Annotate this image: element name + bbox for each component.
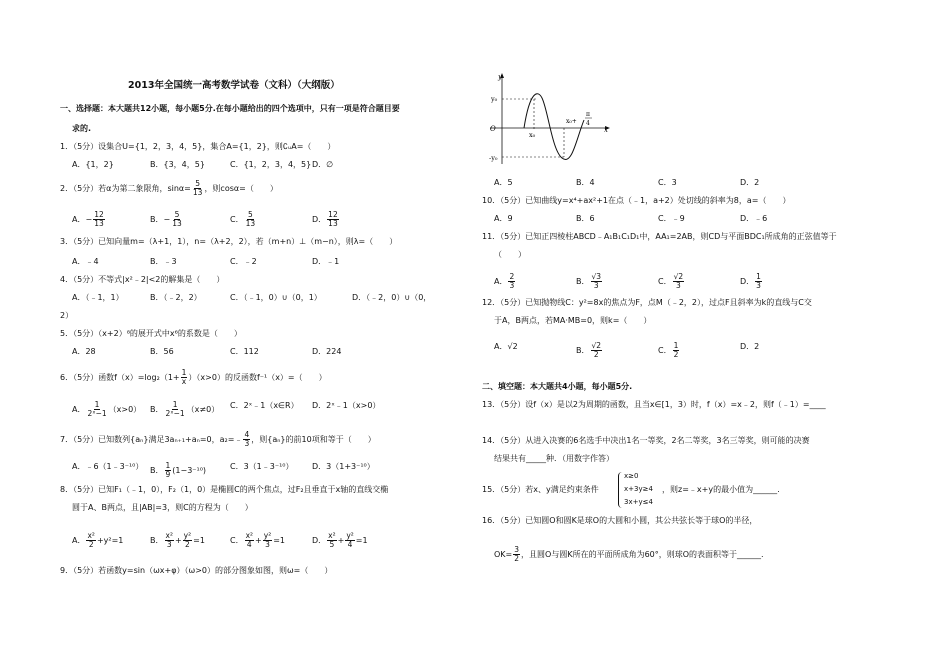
- q9-option-c: C．3: [658, 178, 677, 187]
- q8-d-n2: y²: [346, 531, 354, 540]
- q6-a-den: 2ˣ−1: [87, 409, 107, 418]
- q12-option-b: [576, 342, 603, 359]
- q6-option-a: [72, 401, 141, 418]
- q7-den: 3: [244, 439, 250, 448]
- q3-option-a: A．﹣4: [72, 257, 99, 266]
- q8-a-fraction: [86, 532, 95, 549]
- q6-den: x: [181, 377, 187, 386]
- q12-b-label: B．: [576, 346, 590, 355]
- graph-y0-label: y₀: [491, 95, 498, 103]
- q8-a-post: +y²=1: [96, 536, 124, 545]
- q6-b-cond: （x≠0）: [186, 405, 220, 414]
- q8-c-d2: 3: [265, 540, 270, 549]
- q11-option-d: [740, 273, 763, 290]
- q8-c-frac1: [245, 532, 254, 549]
- section1-heading-cont: 求的.: [72, 124, 92, 133]
- q12-c-num: 1: [673, 341, 679, 350]
- q12-c-den: 2: [673, 350, 679, 359]
- q2-option-a: [72, 211, 106, 228]
- q2-a-den: 13: [94, 219, 104, 228]
- q15-constraint-3: 3x+y≤4: [624, 498, 653, 506]
- q2-a-label: A．: [72, 215, 86, 224]
- q2-fraction: [192, 180, 204, 197]
- q4-option-d-cont: 2）: [60, 311, 74, 320]
- q1-option-b: B．{3，4，5}: [150, 160, 205, 169]
- q9-option-a: A．5: [494, 178, 513, 187]
- q2-b-num: 5: [174, 210, 180, 219]
- q3-option-b: B．﹣3: [150, 257, 177, 266]
- q6-a-num: 1: [94, 400, 100, 409]
- q8-option-c: C． $\frac{\text{x²}}{4}$ + $\frac{\text{y²}}{3}$ =1: [230, 531, 285, 549]
- q8-c-eq: =1: [273, 536, 285, 545]
- q7-num: 4: [244, 430, 250, 439]
- q2-d-den: 13: [328, 219, 338, 228]
- q11-c-label: C．: [658, 277, 672, 286]
- q16-den: 2: [514, 554, 520, 563]
- q6-b-den: 2ˣ−1: [165, 409, 185, 418]
- q11-a-num: 2: [509, 272, 515, 281]
- q7-b-num: 1: [165, 461, 171, 470]
- q8-b-eq: =1: [193, 536, 205, 545]
- q5-stem: 5．（5分）（x+2）⁸的展开式中x⁶的系数是（ ）: [60, 329, 242, 338]
- q6-b-fraction: [165, 401, 186, 418]
- q5-option-c: C．112: [230, 347, 259, 356]
- q12-b-den: 2: [593, 350, 599, 359]
- q9-sine-graph: [486, 70, 616, 170]
- q8-a-num: x²: [87, 531, 95, 540]
- q10-option-d: D．﹣6: [740, 214, 768, 223]
- graph-four-label: 4: [586, 120, 590, 127]
- q8-option-d: D． $\frac{\text{x²}}{5}$ + $\frac{\text{y²}}{4}$ =1: [312, 531, 368, 549]
- q7-fraction: [243, 431, 250, 448]
- q8-b-frac2: [183, 532, 192, 549]
- q13-stem: 13．（5分）设f（x）是以2为周期的函数，且当x∈[1，3）时，f（x）=x﹣2，则f（﹣1）=____: [482, 400, 826, 409]
- graph-origin-label: O: [490, 125, 496, 133]
- q7-option-c: C．3（1﹣3⁻¹⁰）: [230, 462, 294, 471]
- q11-c-num: √2: [673, 272, 684, 281]
- q7-option-a: A．﹣6（1﹣3⁻¹⁰）: [72, 462, 144, 471]
- q8-b-n2: y²: [183, 531, 192, 540]
- q6-num: 1: [181, 368, 187, 377]
- q11-b-label: B．: [576, 277, 590, 286]
- q6-fraction: [181, 369, 188, 386]
- q12-c-fraction: [673, 342, 680, 359]
- q2-option-c: [230, 211, 257, 228]
- q16-num: 3: [514, 545, 520, 554]
- q11-d-fraction: [755, 273, 762, 290]
- q8-option-a: [72, 532, 123, 549]
- q6-b-label: B．: [150, 405, 164, 414]
- q11-b-fraction: [591, 273, 603, 290]
- q8-stem-cont: 圆于A、B两点，且|AB|=3，则C的方程为（ ）: [72, 503, 253, 512]
- q8-b-label: B．: [150, 536, 164, 545]
- q8-c-d1: 4: [246, 540, 252, 549]
- q12-b-fraction: [591, 342, 603, 359]
- q8-b-d1: 3: [166, 540, 172, 549]
- q11-option-b: [576, 273, 603, 290]
- q12-stem-cont: 于A，B两点，若MA·MB=0，则k=（ ）: [494, 316, 652, 325]
- q16-post: ，且圆O与圆K所在的平面所成角为60°，则球O的表面积等于______.: [521, 550, 764, 559]
- q2-c-den: 13: [245, 219, 256, 228]
- q15-brace: [618, 472, 623, 508]
- q1-stem: 1．（5分）设集合U={1，2，3，4，5}，集合A={1，2}，则∁ᵤA=（ ）: [60, 142, 336, 151]
- q8-c-n2: y²: [263, 531, 272, 540]
- q8-a-label: A．: [72, 536, 86, 545]
- q11-a-label: A．: [494, 277, 508, 286]
- q7-stem-post: ，则{aₙ}的前10项和等于（ ）: [251, 435, 376, 444]
- q2-d-fraction: [327, 211, 339, 228]
- q11-option-c: [658, 273, 685, 290]
- q10-option-a: A．9: [494, 214, 513, 223]
- q10-option-c: C．﹣9: [658, 214, 685, 223]
- q12-option-a: A．√2: [494, 342, 518, 351]
- q11-option-a: [494, 273, 516, 290]
- q8-b-frac1: [165, 532, 174, 549]
- q8-option-b: B． $\frac{\text{x²}}{3}$ + $\frac{\text{y²}}{2}$ =1: [150, 531, 205, 549]
- q8-d-label: D．: [312, 536, 327, 545]
- q11-d-num: 1: [756, 272, 761, 281]
- q6-a-fraction: [86, 401, 107, 418]
- q8-d-d1: 5: [329, 540, 335, 549]
- q4-option-a: A．（﹣1，1）: [72, 293, 124, 302]
- q1-option-c: C．{1，2，3，4，5}: [230, 160, 312, 169]
- q11-a-fraction: [508, 273, 515, 290]
- q11-d-label: D．: [740, 277, 755, 286]
- q11-stem-cont: （ ）: [494, 250, 526, 259]
- q3-stem: 3．（5分）已知向量m=（λ+1，1），n=（λ+2，2），若（m+n）⊥（m−n），则λ=（ ）: [60, 237, 398, 246]
- q8-c-label: C．: [230, 536, 244, 545]
- q2-num: 5: [195, 179, 201, 188]
- q14-stem-cont: 结果共有_____种．（用数字作答）: [494, 454, 614, 463]
- graph-y-label: y: [498, 73, 502, 81]
- q10-stem: 10．（5分）已知曲线y=x⁴+ax²+1在点（﹣1，a+2）处切线的斜率为8，a=（ ）: [482, 196, 791, 205]
- q2-a-fraction: [93, 211, 105, 228]
- q14-stem: 14．（5分）从进入决赛的6名选手中决出1名一等奖，2名二等奖，3名三等奖，则可能的决赛: [482, 436, 810, 445]
- q16-fraction: [513, 546, 520, 563]
- q12-option-c: [658, 342, 680, 359]
- page-title: 2013年全国统一高考数学试卷（文科）（大纲版）: [128, 80, 340, 91]
- q7-stem-pre: 7．（5分）已知数列{aₙ}满足3aₙ₊₁+aₙ=0，a₂=﹣: [60, 435, 243, 444]
- q7-option-b: [150, 462, 206, 479]
- q2-den: 13: [192, 188, 203, 197]
- q5-option-b: B．56: [150, 347, 174, 356]
- q8-a-den: 2: [88, 540, 94, 549]
- q12-b-num: √2: [591, 341, 602, 350]
- q2-a-sign: −: [85, 215, 93, 224]
- q8-d-eq: =1: [355, 536, 368, 545]
- q6-a-cond: （x>0）: [108, 405, 142, 414]
- q9-stem: 9．（5分）若函数y=sin（ωx+φ）（ω>0）的部分图象如图，则ω=（ ）: [60, 566, 333, 575]
- q8-c-frac2: [263, 532, 272, 549]
- section1-heading: 一、选择题：本大题共12小题，每小题5分.在每小题给出的四个选项中，只有一项是符合题目要: [60, 104, 400, 113]
- section2-heading: 二、填空题：本大题共4小题，每小题5分.: [482, 382, 633, 391]
- q10-option-b: B．6: [576, 214, 595, 223]
- q8-b-n1: x²: [165, 531, 173, 540]
- q11-b-den: 3: [593, 281, 599, 290]
- q6-option-c: C．2ˣ﹣1（x∈R）: [230, 401, 299, 410]
- q2-option-d: [312, 211, 340, 228]
- q8-c-n1: x²: [245, 531, 254, 540]
- q3-option-c: C．﹣2: [230, 257, 257, 266]
- graph-x0-label: x₀: [529, 131, 536, 139]
- q15-constraint-1: x≥0: [624, 472, 639, 480]
- q11-a-den: 3: [509, 281, 515, 290]
- q8-d-d2: 4: [347, 540, 353, 549]
- q8-b-d2: 2: [184, 540, 190, 549]
- q11-b-num: √3: [591, 272, 602, 281]
- q1-option-d: D．∅: [312, 160, 334, 169]
- q6-stem-pre: 6．（5分）函数f（x）=log₂（1+: [60, 373, 180, 382]
- q4-option-d: D．（﹣2，0）∪（0，: [352, 293, 432, 302]
- graph-neg-y0-label: -y₀: [489, 154, 498, 162]
- q6-stem-post: ）（x>0）的反函数f⁻¹（x）=（ ）: [188, 373, 327, 382]
- q8-d-n1: x²: [328, 531, 336, 540]
- q9-option-b: B．4: [576, 178, 595, 187]
- q7-b-post: (1−3⁻¹⁰): [172, 466, 207, 475]
- q2-option-b: [150, 211, 184, 228]
- graph-x-label: x: [604, 126, 608, 134]
- q6-option-d: D．2ˣ﹣1（x>0）: [312, 401, 381, 410]
- q6-a-label: A．: [72, 405, 86, 414]
- q2-d-label: D．: [312, 215, 327, 224]
- q1-option-a: A．{1，2}: [72, 160, 114, 169]
- q4-option-b: B．（﹣2，2）: [150, 293, 202, 302]
- q4-option-c: C．（﹣1，0）∪（0，1）: [230, 293, 322, 302]
- q12-stem: 12．（5分）已知抛物线C：y²=8x的焦点为F，点M（﹣2，2），过点F且斜率为k的直线与C交: [482, 298, 812, 307]
- q15-stem-post: ，则z=﹣x+y的最小值为______.: [662, 485, 780, 494]
- q2-c-num: 5: [247, 210, 253, 219]
- q2-stem-pre: 2．（5分）若α为第二象限角，sinα=: [60, 184, 191, 193]
- q16-stem: 16．（5分）已知圆O和圆K是球O的大圆和小圆，其公共弦长等于球O的半径，: [482, 516, 758, 525]
- q9-option-d: D．2: [740, 178, 760, 187]
- q7-b-den: 9: [165, 470, 171, 479]
- q8-stem: 8．（5分）已知F₁（﹣1，0），F₂（1，0）是椭圆C的两个焦点，过F₂且垂直于x轴的直线交椭: [60, 485, 389, 494]
- graph-pi-label: π: [586, 111, 590, 118]
- q5-option-d: D．224: [312, 347, 342, 356]
- q7-b-fraction: [165, 462, 172, 479]
- q11-c-fraction: [673, 273, 685, 290]
- q15-constraint-2: x+3y≥4: [624, 485, 653, 493]
- q15-stem-pre: 15．（5分）若x、y满足约束条件: [482, 485, 599, 494]
- q8-d-frac2: [345, 532, 354, 549]
- q6-stem: [60, 369, 327, 386]
- q12-option-d: D．2: [740, 342, 760, 351]
- q4-stem: 4．（5分）不等式|x²﹣2|<2的解集是（ ）: [60, 275, 225, 284]
- q11-stem: 11．（5分）已知正四棱柱ABCD﹣A₁B₁C₁D₁中，AA₁=2AB，则CD与平面BDC₁所成角的正弦值等于: [482, 232, 837, 241]
- q6-b-num: 1: [172, 400, 178, 409]
- q2-c-label: C．: [230, 215, 244, 224]
- q12-c-label: C．: [658, 346, 672, 355]
- sine-curve: [524, 94, 584, 160]
- q6-option-b: [150, 401, 219, 418]
- q2-c-fraction: [245, 211, 257, 228]
- q2-stem: [60, 180, 278, 197]
- q7-option-d: D．3（1+3⁻¹⁰）: [312, 462, 375, 471]
- q7-b-label: B．: [150, 466, 164, 475]
- q2-b-sign: −: [163, 215, 171, 224]
- graph-x0pi-label: x₀+: [566, 118, 577, 125]
- q8-d-frac1: [327, 532, 336, 549]
- q7-stem: [60, 431, 376, 448]
- q11-c-den: 3: [675, 281, 681, 290]
- q11-d-den: 3: [756, 281, 761, 290]
- q2-stem-post: ，则cosα=（ ）: [204, 184, 278, 193]
- q16-pre: OK=: [494, 550, 513, 559]
- q3-option-d: D．﹣1: [312, 257, 340, 266]
- q16-stem-cont: [494, 546, 764, 563]
- q2-b-den: 13: [172, 219, 182, 228]
- q2-d-num: 12: [328, 210, 338, 219]
- q5-option-a: A．28: [72, 347, 96, 356]
- q2-b-label: B．: [150, 215, 164, 224]
- q2-b-fraction: [171, 211, 183, 228]
- q2-a-num: 12: [94, 210, 104, 219]
